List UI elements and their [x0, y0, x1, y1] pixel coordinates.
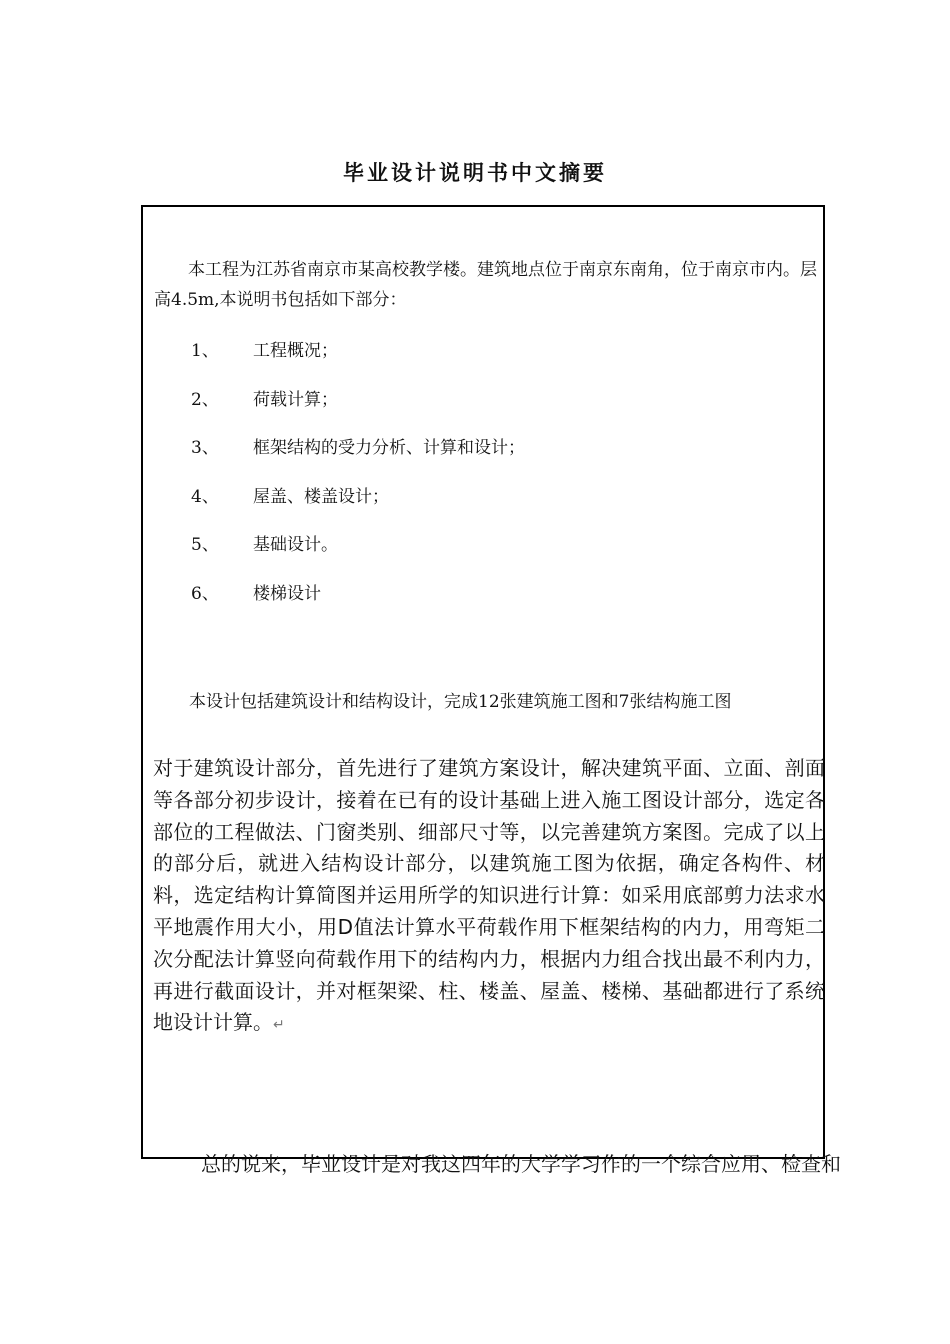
paragraph-mark-icon: ↵	[273, 1017, 285, 1034]
abstract-frame	[141, 205, 841, 1176]
body-text: 对于建筑设计部分，首先进行了建筑方案设计，解决建筑平面、立面、剖面等各部分初步设计，接着在已有的设计基础上进入施工图设计部分，选定各部位的工程做法、门窗类别、细部尺寸等，以完善建筑方案图。完成了以上的部分后，就进入结构设计部分，以建筑施工图为依据，确定各构件、材料，选定结构计算简图并运用所学的知识进行计算：如采用底部剪力法求水平地震作用大小，用D值法计算水平荷载作用下框架结构的内力，用弯矩二次分配法计算竖向荷载作用下的结构内力，根据内力组合找出最不利内力，再进行截面设计，并对框架梁、柱、楼盖、屋盖、楼梯、基础都进行了系统地设计计算。	[153, 756, 825, 1035]
intro-paragraph: 本工程为江苏省南京市某高校教学楼。建筑地点位于南京东南角，位于南京市内。层高4.5m,本说明书包括如下部分：	[154, 260, 817, 310]
list-item	[191, 481, 525, 530]
summary-paragraph: 本设计包括建筑设计和结构设计，完成12张建筑施工图和7张结构施工图	[189, 692, 732, 712]
page-title: 毕业设计说明书中文摘要	[343, 161, 607, 185]
list-item	[191, 335, 525, 384]
list-item-text: 楼梯设计	[253, 583, 321, 604]
list-item-number: 3、	[191, 438, 219, 458]
list-item-text: 基础设计。	[253, 535, 338, 555]
list-item-number: 5、	[191, 535, 219, 555]
parts-list	[191, 335, 525, 626]
list-item	[191, 384, 525, 433]
list-item	[191, 529, 525, 578]
list-item-number: 2、	[191, 389, 219, 410]
list-item-text: 屋盖、楼盖设计；	[253, 486, 389, 507]
list-item-text: 工程概况；	[253, 341, 338, 361]
list-item	[191, 432, 525, 481]
list-item-number: 1、	[191, 341, 219, 361]
list-item-number: 4、	[191, 486, 219, 507]
list-item-text: 框架结构的受力分析、计算和设计；	[253, 438, 525, 458]
list-item-number: 6、	[191, 583, 219, 604]
list-item-text: 荷载计算；	[253, 389, 338, 410]
list-item	[191, 578, 525, 627]
cut-off-paragraph: 总的说来，毕业设计是对我这四年的大学学习作的一个综合应用、检查和	[201, 1152, 841, 1176]
body-paragraph	[153, 753, 825, 1042]
